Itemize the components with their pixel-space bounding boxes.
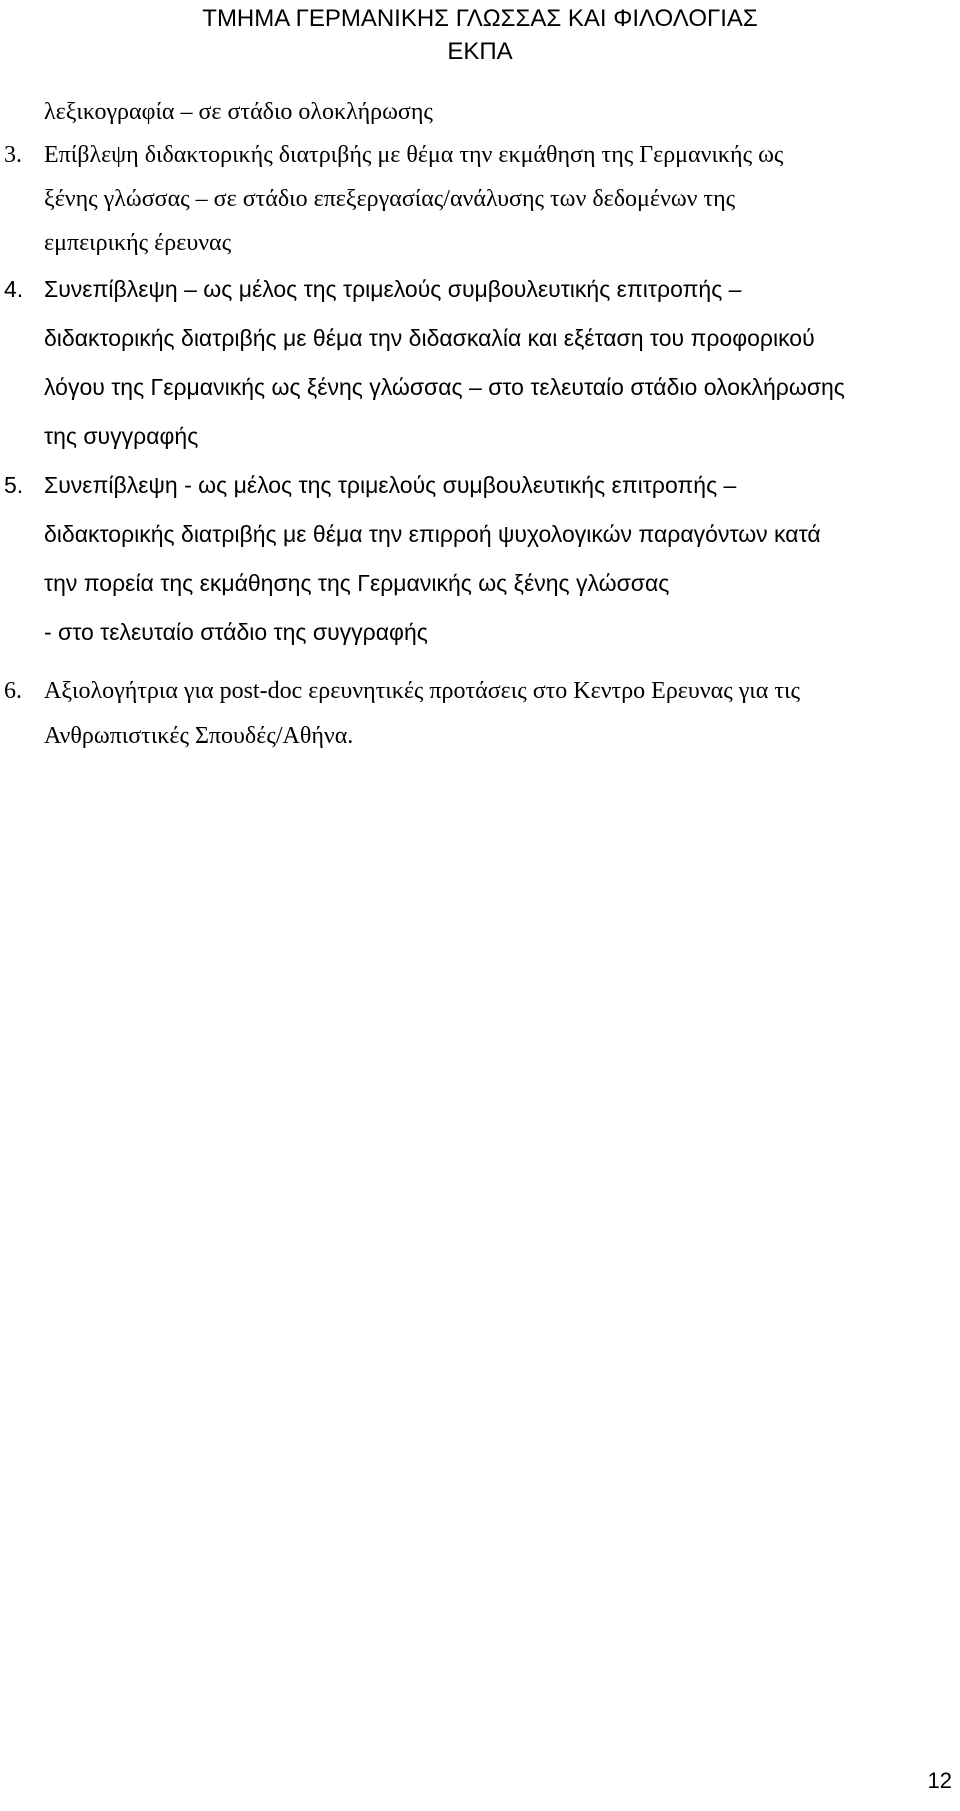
- item-line: της συγγραφής: [44, 423, 199, 449]
- item-number: 4.: [4, 276, 24, 302]
- item-number: 6.: [4, 678, 22, 704]
- item-line: Επίβλεψη διδακτορικής διατριβής με θέμα την εκμάθηση της Γερμανικής ως: [44, 142, 784, 168]
- item-line: την πορεία της εκμάθησης της Γερμανικής ως ξένης γλώσσας: [44, 570, 670, 596]
- item-line: Ανθρωπιστικές Σπουδές/Αθήνα.: [44, 723, 354, 749]
- item-line: εμπειρικής έρευνας: [44, 230, 232, 256]
- page-number: 12: [927, 1768, 952, 1793]
- item-line: διδακτορικής διατριβής με θέμα την επιρροή ψυχολογικών παραγόντων κατά: [44, 521, 821, 547]
- item-number: 3.: [4, 142, 22, 168]
- page-header: [0, 2, 960, 68]
- item-line: Συνεπίβλεψη – ως μέλος της τριμελούς συμβουλευτικής επιτροπής –: [44, 276, 742, 302]
- item-line: ξένης γλώσσας – σε στάδιο επεξεργασίας/ανάλυσης των δεδομένων της: [44, 186, 736, 212]
- item-line: Αξιολογήτρια για post-doc ερευνητικές προτάσεις στο Κεντρο Ερευνας για τις: [44, 678, 800, 704]
- header-university: ΕΚΠΑ: [447, 38, 513, 65]
- item-number: 5.: [4, 472, 24, 498]
- item-line: διδακτορικής διατριβής με θέμα την διδασκαλία και εξέταση του προφορικού: [44, 325, 815, 351]
- item-line: λόγου της Γερμανικής ως ξένης γλώσσας – στο τελευταίο στάδιο ολοκλήρωσης: [44, 374, 845, 400]
- item-line: - στο τελευταίο στάδιο της συγγραφής: [44, 619, 428, 645]
- continuation-text: λεξικογραφία – σε στάδιο ολοκλήρωσης: [44, 99, 433, 125]
- header-department: ΤΜΗΜΑ ΓΕΡΜΑΝΙΚΗΣ ΓΛΩΣΣΑΣ ΚΑΙ ΦΙΛΟΛΟΓΙΑΣ: [202, 5, 758, 32]
- item-line: Συνεπίβλεψη - ως μέλος της τριμελούς συμβουλευτικής επιτροπής –: [44, 472, 737, 498]
